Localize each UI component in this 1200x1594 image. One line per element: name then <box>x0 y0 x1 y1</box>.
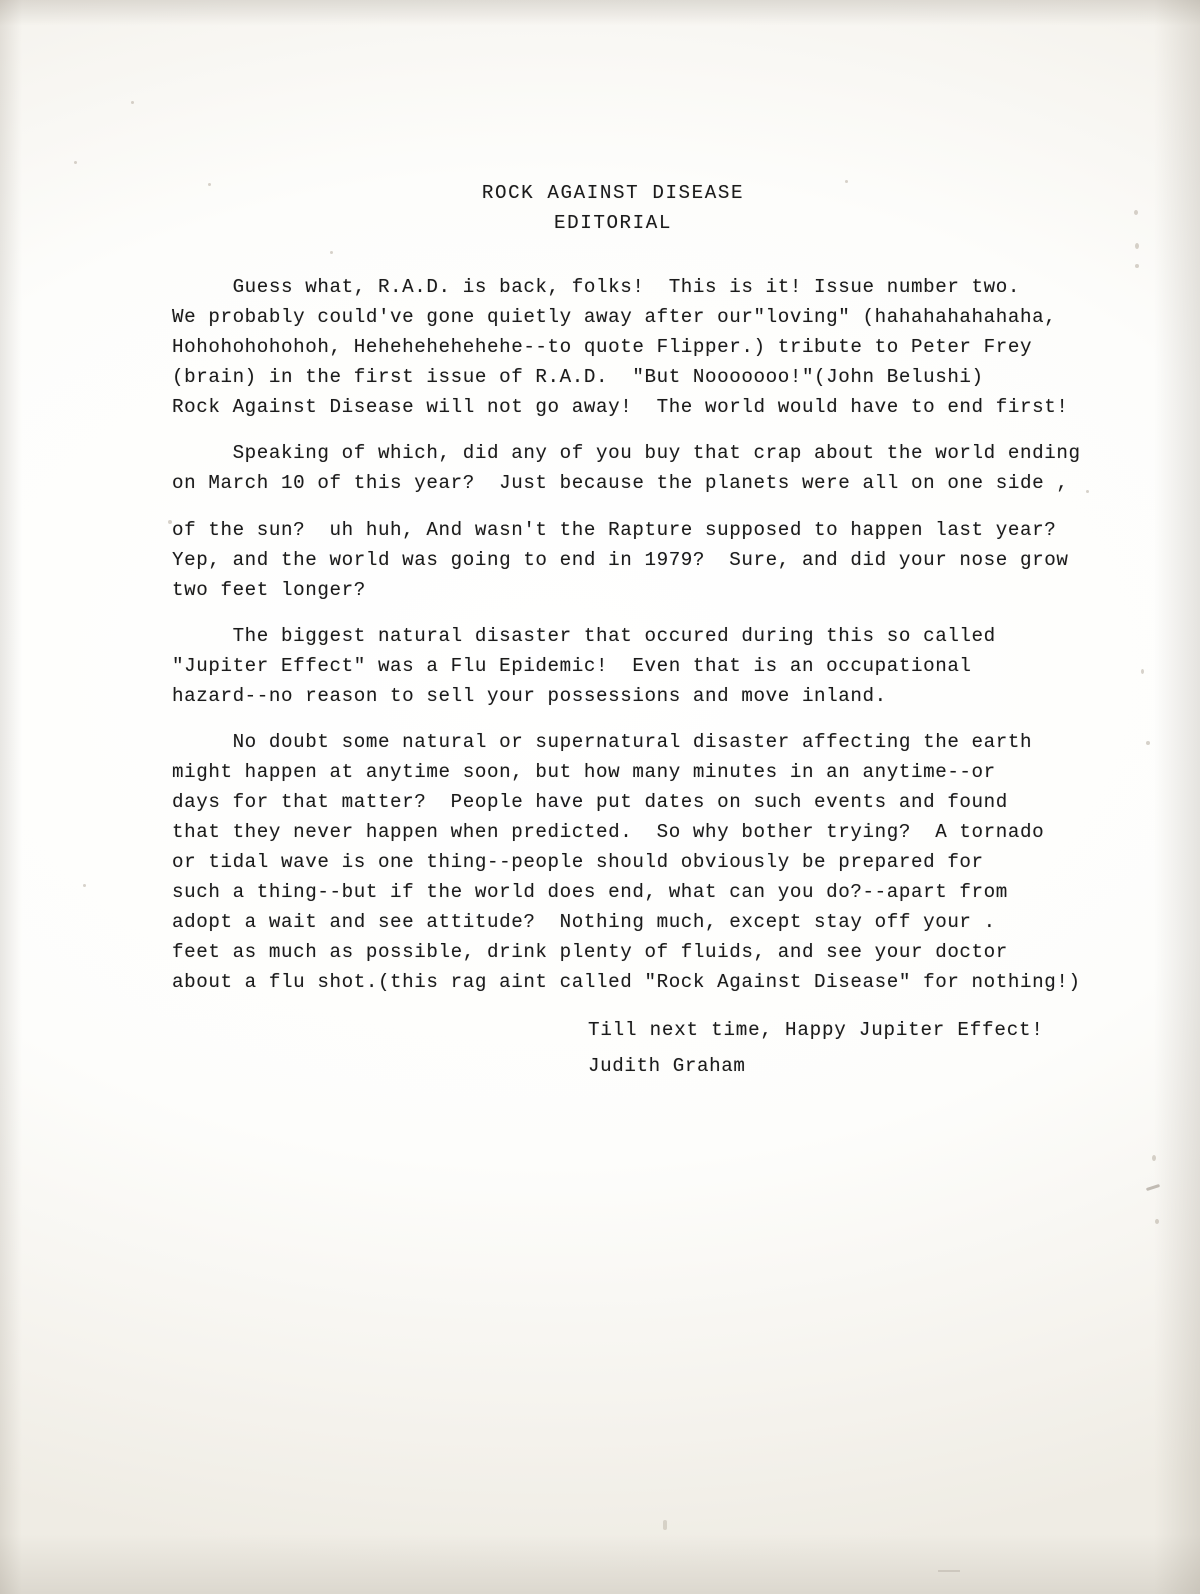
text-line: hazard--no reason to sell your possessions and move inland. <box>172 685 887 707</box>
paragraph-4 <box>172 727 1081 997</box>
text-line: two feet longer? <box>172 579 366 601</box>
scan-speck <box>1152 1155 1156 1161</box>
text-line: about a flu shot.(this rag aint called "Rock Against Disease" for nothing!) <box>172 971 1081 993</box>
scan-speck <box>663 1520 667 1530</box>
paragraph-3 <box>172 621 1072 711</box>
scan-mark <box>1146 1184 1160 1191</box>
scan-speck <box>1134 210 1138 215</box>
text-line: might happen at anytime soon, but how many minutes in an anytime--or <box>172 761 996 783</box>
text-line: days for that matter? People have put dates on such events and found <box>172 791 1008 813</box>
text-line: feet as much as possible, drink plenty of fluids, and see your doctor <box>172 941 1008 963</box>
text-line: Yep, and the world was going to end in 1979? Sure, and did your nose grow <box>172 549 1069 571</box>
signature-line <box>172 1051 1072 1081</box>
text-line: Hohohohohohoh, Hehehehehehehe--to quote Flipper.) tribute to Peter Frey <box>172 336 1033 358</box>
text-line: "Jupiter Effect" was a Flu Epidemic! Even that is an occupational <box>172 655 972 677</box>
scan-mark <box>938 1570 960 1572</box>
page-edge-shadow-right <box>1154 0 1200 1594</box>
scan-speck <box>1141 669 1144 674</box>
text-line: or tidal wave is one thing--people should obviously be prepared for <box>172 851 984 873</box>
title-line: EDITORIAL <box>553 212 673 234</box>
text-line: The biggest natural disaster that occured during this so called <box>172 625 996 647</box>
text-line: No doubt some natural or supernatural disaster affecting the earth <box>172 731 1033 753</box>
signoff-text: Till next time, Happy Jupiter Effect! <box>588 1019 1044 1041</box>
page-edge-shadow-top <box>0 0 1200 26</box>
paragraph-2 <box>172 438 1081 605</box>
author-name: Judith Graham <box>588 1055 746 1077</box>
scan-speck <box>1155 1219 1159 1224</box>
page-edge-shadow-left <box>0 0 22 1594</box>
line-gap <box>172 498 1072 515</box>
text-line: Speaking of which, did any of you buy that crap about the world ending <box>172 442 1081 464</box>
text-line: (brain) in the first issue of R.A.D. "But Nooooooo!"(John Belushi) <box>172 366 984 388</box>
signoff-line <box>172 1015 1072 1045</box>
text-line: We probably could've gone quietly away after our"loving" (hahahahahahaha, <box>172 306 1057 328</box>
scan-speck <box>83 884 86 887</box>
page-edge-shadow-bottom <box>0 1534 1200 1594</box>
scan-speck <box>1146 741 1150 745</box>
text-line: on March 10 of this year? Just because the planets were all on one side , <box>172 472 1069 494</box>
scan-speck <box>131 101 134 104</box>
text-line: of the sun? uh huh, And wasn't the Rapture supposed to happen last year? <box>172 519 1057 541</box>
title-line: ROCK AGAINST DISEASE <box>481 182 745 204</box>
text-line: Guess what, R.A.D. is back, folks! This is it! Issue number two. <box>172 276 1021 298</box>
scan-speck <box>1135 264 1139 268</box>
scan-speck <box>74 161 77 164</box>
text-line: adopt a wait and see attitude? Nothing much, except stay off your . <box>172 911 996 933</box>
scan-speck <box>1135 243 1139 249</box>
document-body <box>172 178 1081 1081</box>
paragraph-1 <box>172 272 1072 422</box>
document-title <box>154 178 1072 238</box>
scan-speck <box>1086 490 1089 493</box>
text-line: that they never happen when predicted. So why bother trying? A tornado <box>172 821 1045 843</box>
text-line: Rock Against Disease will not go away! The world would have to end first! <box>172 396 1069 418</box>
text-line: such a thing--but if the world does end, what can you do?--apart from <box>172 881 1008 903</box>
